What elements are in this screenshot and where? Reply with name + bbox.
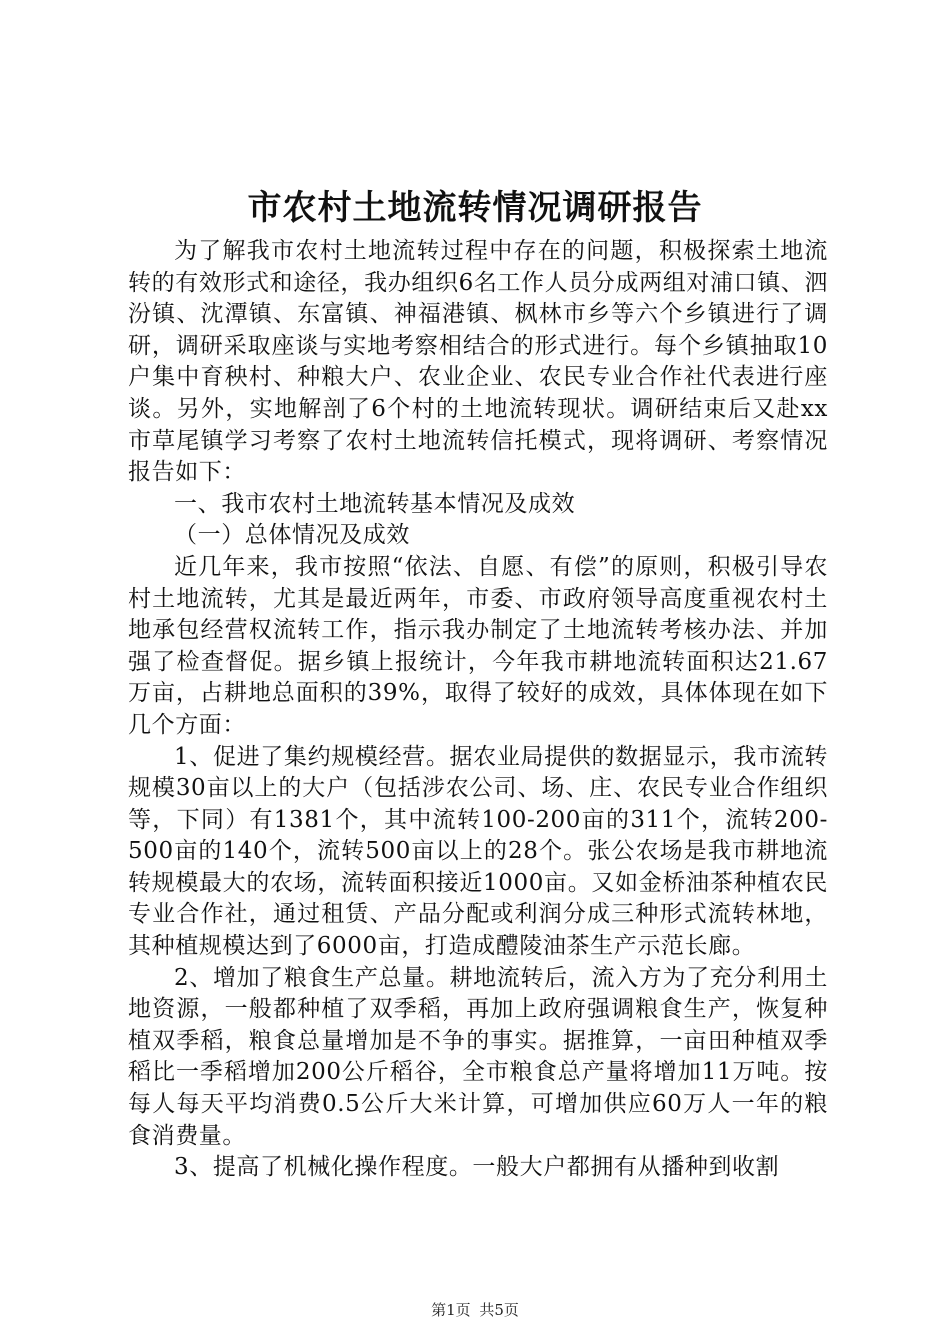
page-footer [0, 1300, 950, 1320]
page-total: 共5页 [479, 1301, 519, 1319]
paragraph-overview: 近几年来，我市按照“依法、自愿、有偿”的原则，积极引导农村土地流转，尤其是最近两年，市委、市政府领导高度重视农村土地承包经营权流转工作，指示我办制定了土地流转考核办法、并加强了检查督促。据乡镇上报统计，今年我市耕地流转面积达21.67万亩，占耕地总面积的39%，取得了较好的成效，具体体现在如下几个方面： [128, 553, 828, 738]
subsection-heading-1: （一）总体情况及成效 [174, 522, 410, 549]
document-title: 市农村土地流转情况调研报告 [247, 188, 703, 228]
paragraph-point-2: 2、增加了粮食生产总量。耕地流转后，流入方为了充分利用土地资源，一般都种植了双季稻，再加上政府强调粮食生产，恢复种植双季稻，粮食总量增加是不争的事实。据推算，一亩田种植双季稻比一季稻增加200公斤稻谷，全市粮食总产量将增加11万吨。按每人每天平均消费0.5公斤大米计算，可增加供应60万人一年的粮食消费量。 [128, 964, 828, 1149]
document-body [128, 236, 828, 1184]
paragraph-point-1: 1、促进了集约规模经营。据农业局提供的数据显示，我市流转规模30亩以上的大户（包括涉农公司、场、庄、农民专业合作组织等，下同）有1381个，其中流转100-200亩的311个，流转200-500亩的140个，流转500亩以上的28个。张公农场是我市耕地流转规模最大的农场，流转面积接近1000亩。又如金桥油茶种植农民专业合作社，通过租赁、产品分配或利润分成三种形式流转林地，其种植规模达到了6000亩，打造成醴陵油茶生产示范长廊。 [128, 743, 828, 960]
paragraph-intro: 为了解我市农村土地流转过程中存在的问题，积极探索土地流转的有效形式和途径，我办组织6名工作人员分成两组对浦口镇、泗汾镇、沈潭镇、东富镇、神福港镇、枫林市乡等六个乡镇进行了调研，调研采取座谈与实地考察相结合的形式进行。每个乡镇抽取10户集中育秧村、种粮大户、农业企业、农民专业合作社代表进行座谈。另外，实地解剖了6个村的土地流转现状。调研结束后又赴xx市草尾镇学习考察了农村土地流转信托模式，现将调研、考察情况报告如下： [128, 238, 828, 486]
section-heading-1: 一、我市农村土地流转基本情况及成效 [174, 490, 576, 517]
paragraph-point-3: 3、提高了机械化操作程度。一般大户都拥有从播种到收割 [174, 1154, 780, 1181]
page-number: 第1页 [431, 1301, 471, 1319]
